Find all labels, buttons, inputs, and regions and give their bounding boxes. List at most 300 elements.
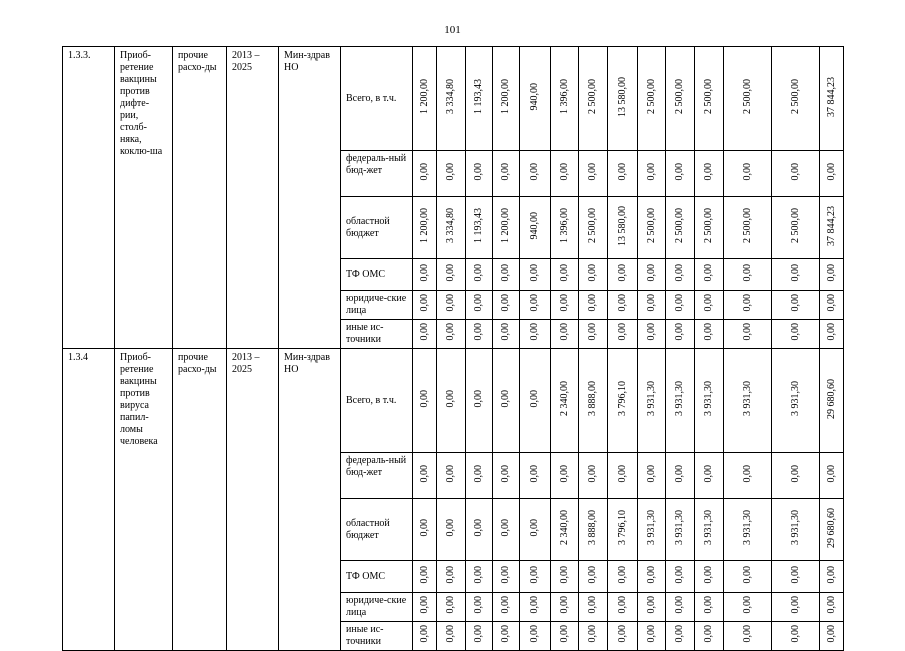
- item-name: Приоб-ретение вакцины против дифте-рии, столб-няка, коклю-ша: [115, 47, 173, 349]
- amount-cell: [413, 197, 437, 259]
- amount-value: 2 340,00: [558, 510, 570, 545]
- amount-value: 29 680,60: [825, 507, 837, 548]
- amount-cell: [695, 349, 724, 453]
- amount-value: 0,00: [418, 323, 430, 341]
- amount-value: 2 340,00: [558, 381, 570, 416]
- amount-cell: [820, 453, 844, 499]
- amount-value: 0,00: [445, 518, 456, 537]
- amount-cell: [579, 453, 608, 499]
- amount-cell: [638, 622, 666, 651]
- amount-value: 0,00: [418, 263, 430, 282]
- amount-value: 3 931,30: [703, 381, 714, 416]
- amount-cell: [820, 291, 844, 320]
- amount-value: 0,00: [445, 263, 456, 282]
- amount-value: 3 334,80: [445, 79, 456, 114]
- amount-cell: [413, 499, 437, 561]
- amount-value: 0,00: [587, 263, 598, 282]
- amount-cell: [638, 47, 666, 151]
- amount-cell: [579, 499, 608, 561]
- amount-cell: [493, 259, 520, 291]
- amount-value: 2 500,00: [645, 208, 657, 243]
- amount-cell: [772, 499, 820, 561]
- amount-value: 0,00: [789, 625, 801, 643]
- amount-cell: [579, 291, 608, 320]
- amount-cell: [638, 499, 666, 561]
- amount-cell: [772, 453, 820, 499]
- amount-value: 0,00: [741, 263, 753, 282]
- amount-cell: [724, 593, 772, 622]
- amount-value: 0,00: [587, 596, 598, 614]
- amount-value: 1 193,43: [473, 208, 484, 243]
- amount-value: 1 200,00: [418, 79, 430, 114]
- amount-value: 0,00: [558, 323, 570, 341]
- amount-cell: [820, 561, 844, 593]
- amount-cell: [437, 593, 466, 622]
- amount-value: 0,00: [741, 162, 753, 181]
- amount-value: 0,00: [473, 263, 484, 282]
- amount-cell: [608, 622, 638, 651]
- amount-cell: [666, 320, 695, 349]
- amount-cell: [437, 561, 466, 593]
- amount-cell: [666, 622, 695, 651]
- amount-cell: [666, 291, 695, 320]
- amount-cell: [772, 259, 820, 291]
- amount-cell: [520, 593, 551, 622]
- amount-value: 0,00: [500, 565, 511, 584]
- amount-value: 0,00: [645, 464, 657, 483]
- item-name: Приоб-ретение вакцины против вируса папил-ломы человека: [115, 349, 173, 651]
- amount-value: 0,00: [741, 625, 753, 643]
- amount-cell: [695, 593, 724, 622]
- funding-source-label: юридиче-ские лица: [341, 593, 413, 622]
- amount-value: 0,00: [674, 464, 685, 483]
- amount-value: 0,00: [789, 263, 801, 282]
- amount-cell: [493, 291, 520, 320]
- amount-cell: [772, 197, 820, 259]
- amount-cell: [466, 320, 493, 349]
- amount-value: 0,00: [473, 464, 484, 483]
- amount-cell: [413, 561, 437, 593]
- amount-value: 0,00: [789, 162, 801, 181]
- amount-cell: [493, 197, 520, 259]
- amount-value: 2 500,00: [674, 79, 685, 114]
- amount-cell: [437, 151, 466, 197]
- amount-cell: [466, 47, 493, 151]
- amount-value: 0,00: [418, 518, 430, 537]
- amount-value: 940,00: [529, 211, 540, 240]
- amount-cell: [772, 151, 820, 197]
- amount-value: 1 193,43: [473, 79, 484, 114]
- amount-cell: [666, 593, 695, 622]
- total-row: [63, 47, 844, 151]
- amount-value: 2 500,00: [789, 79, 801, 114]
- amount-cell: [551, 593, 579, 622]
- amount-cell: [493, 561, 520, 593]
- amount-value: 0,00: [645, 596, 657, 614]
- amount-value: 0,00: [473, 596, 484, 614]
- amount-value: 2 500,00: [741, 79, 753, 114]
- funding-source-label: Всего, в т.ч.: [341, 349, 413, 453]
- amount-cell: [638, 593, 666, 622]
- expense-type: прочие расхо-ды: [173, 47, 227, 349]
- amount-cell: [466, 453, 493, 499]
- amount-cell: [820, 349, 844, 453]
- amount-cell: [437, 259, 466, 291]
- funding-source-label: юридиче-ские лица: [341, 291, 413, 320]
- amount-value: 0,00: [789, 464, 801, 483]
- amount-cell: [520, 453, 551, 499]
- amount-value: 3 931,30: [645, 510, 657, 545]
- amount-cell: [466, 561, 493, 593]
- amount-value: 0,00: [529, 625, 540, 643]
- amount-value: 2 500,00: [587, 79, 598, 114]
- amount-value: 2 500,00: [703, 79, 714, 114]
- amount-cell: [695, 151, 724, 197]
- amount-cell: [466, 349, 493, 453]
- amount-cell: [437, 291, 466, 320]
- amount-value: 0,00: [500, 323, 511, 341]
- item-code: 1.3.4: [63, 349, 115, 651]
- amount-value: 0,00: [445, 294, 456, 312]
- amount-cell: [772, 320, 820, 349]
- amount-value: 0,00: [445, 162, 456, 181]
- amount-value: 1 396,00: [558, 208, 570, 243]
- amount-cell: [466, 197, 493, 259]
- amount-value: 3 888,00: [587, 510, 598, 545]
- amount-cell: [413, 151, 437, 197]
- period: 2013 – 2025: [227, 47, 279, 349]
- funding-source-label: областной бюджет: [341, 197, 413, 259]
- amount-cell: [820, 151, 844, 197]
- amount-value: 0,00: [418, 625, 430, 643]
- amount-value: 3 796,10: [616, 381, 628, 416]
- amount-value: 0,00: [674, 565, 685, 584]
- amount-cell: [579, 622, 608, 651]
- amount-cell: [608, 349, 638, 453]
- amount-cell: [820, 197, 844, 259]
- amount-cell: [520, 259, 551, 291]
- amount-value: 29 680,60: [825, 378, 837, 419]
- amount-cell: [638, 453, 666, 499]
- amount-cell: [520, 197, 551, 259]
- amount-value: 0,00: [418, 294, 430, 312]
- amount-cell: [493, 593, 520, 622]
- amount-cell: [551, 561, 579, 593]
- amount-value: 0,00: [500, 162, 511, 181]
- amount-value: 0,00: [645, 565, 657, 584]
- amount-value: 0,00: [418, 464, 430, 483]
- amount-cell: [579, 593, 608, 622]
- amount-value: 2 500,00: [587, 208, 598, 243]
- amount-cell: [724, 259, 772, 291]
- amount-cell: [724, 349, 772, 453]
- amount-cell: [608, 291, 638, 320]
- executor: Мин-здрав НО: [279, 349, 341, 651]
- amount-value: 2 500,00: [703, 208, 714, 243]
- amount-value: 0,00: [825, 323, 837, 341]
- amount-cell: [579, 349, 608, 453]
- amount-value: 1 200,00: [500, 208, 511, 243]
- expense-type: прочие расхо-ды: [173, 349, 227, 651]
- amount-value: 0,00: [473, 389, 484, 408]
- amount-value: 0,00: [616, 162, 628, 181]
- amount-value: 0,00: [703, 263, 714, 282]
- amount-cell: [413, 593, 437, 622]
- amount-value: 0,00: [445, 389, 456, 408]
- amount-value: 0,00: [418, 596, 430, 614]
- amount-value: 0,00: [473, 565, 484, 584]
- amount-cell: [437, 453, 466, 499]
- amount-value: 1 200,00: [500, 79, 511, 114]
- amount-value: 0,00: [789, 294, 801, 312]
- amount-value: 0,00: [741, 323, 753, 341]
- amount-value: 0,00: [587, 625, 598, 643]
- funding-source-label: ТФ ОМС: [341, 259, 413, 291]
- amount-cell: [413, 291, 437, 320]
- amount-cell: [437, 622, 466, 651]
- amount-value: 3 931,30: [645, 381, 657, 416]
- amount-cell: [608, 151, 638, 197]
- total-row: [63, 349, 844, 453]
- amount-cell: [772, 593, 820, 622]
- amount-value: 0,00: [825, 263, 837, 282]
- amount-cell: [608, 561, 638, 593]
- amount-value: 0,00: [587, 464, 598, 483]
- amount-cell: [579, 561, 608, 593]
- amount-value: 3 931,30: [674, 510, 685, 545]
- amount-value: 0,00: [587, 565, 598, 584]
- amount-cell: [608, 593, 638, 622]
- amount-cell: [724, 453, 772, 499]
- amount-cell: [608, 453, 638, 499]
- amount-cell: [551, 622, 579, 651]
- amount-value: 0,00: [741, 464, 753, 483]
- amount-cell: [666, 259, 695, 291]
- amount-value: 2 500,00: [741, 208, 753, 243]
- amount-cell: [724, 197, 772, 259]
- amount-value: 0,00: [558, 263, 570, 282]
- amount-value: 0,00: [558, 294, 570, 312]
- amount-value: 3 931,30: [789, 381, 801, 416]
- amount-cell: [413, 320, 437, 349]
- amount-value: 0,00: [703, 625, 714, 643]
- amount-value: 0,00: [558, 565, 570, 584]
- amount-value: 0,00: [645, 263, 657, 282]
- amount-value: 0,00: [616, 323, 628, 341]
- amount-cell: [666, 349, 695, 453]
- amount-value: 0,00: [645, 323, 657, 341]
- amount-value: 0,00: [616, 263, 628, 282]
- amount-cell: [466, 151, 493, 197]
- amount-value: 13 580,00: [616, 205, 628, 246]
- amount-cell: [638, 197, 666, 259]
- amount-cell: [772, 622, 820, 651]
- amount-value: 0,00: [558, 596, 570, 614]
- amount-cell: [820, 622, 844, 651]
- amount-value: 0,00: [674, 263, 685, 282]
- amount-value: 0,00: [418, 565, 430, 584]
- amount-cell: [413, 453, 437, 499]
- amount-cell: [724, 320, 772, 349]
- amount-cell: [695, 291, 724, 320]
- amount-cell: [724, 291, 772, 320]
- amount-value: 1 396,00: [558, 79, 570, 114]
- amount-cell: [520, 561, 551, 593]
- amount-cell: [666, 197, 695, 259]
- budget-table-body: [63, 47, 844, 651]
- amount-value: 0,00: [703, 565, 714, 584]
- amount-value: 0,00: [473, 518, 484, 537]
- amount-value: 0,00: [473, 323, 484, 341]
- amount-value: 0,00: [529, 323, 540, 341]
- amount-cell: [579, 151, 608, 197]
- amount-cell: [608, 499, 638, 561]
- amount-value: 0,00: [616, 565, 628, 584]
- amount-value: 0,00: [445, 625, 456, 643]
- amount-cell: [520, 622, 551, 651]
- amount-cell: [608, 320, 638, 349]
- amount-cell: [820, 259, 844, 291]
- funding-source-label: федераль-ный бюд-жет: [341, 453, 413, 499]
- amount-cell: [551, 349, 579, 453]
- amount-cell: [820, 320, 844, 349]
- amount-value: 0,00: [645, 162, 657, 181]
- amount-cell: [493, 320, 520, 349]
- amount-value: 0,00: [500, 625, 511, 643]
- amount-cell: [551, 291, 579, 320]
- amount-cell: [551, 151, 579, 197]
- amount-value: 2 500,00: [645, 79, 657, 114]
- amount-cell: [772, 349, 820, 453]
- budget-table: [62, 46, 844, 651]
- amount-cell: [666, 151, 695, 197]
- amount-value: 0,00: [587, 294, 598, 312]
- amount-value: 37 844,23: [825, 76, 837, 117]
- amount-cell: [466, 499, 493, 561]
- amount-value: 0,00: [825, 464, 837, 483]
- amount-value: 0,00: [703, 294, 714, 312]
- amount-value: 0,00: [674, 294, 685, 312]
- amount-cell: [437, 47, 466, 151]
- amount-cell: [493, 622, 520, 651]
- amount-value: 0,00: [674, 323, 685, 341]
- amount-value: 0,00: [616, 625, 628, 643]
- amount-cell: [520, 151, 551, 197]
- amount-cell: [695, 320, 724, 349]
- amount-value: 0,00: [529, 565, 540, 584]
- amount-cell: [413, 259, 437, 291]
- amount-cell: [695, 622, 724, 651]
- amount-value: 0,00: [529, 294, 540, 312]
- amount-cell: [466, 622, 493, 651]
- amount-cell: [437, 197, 466, 259]
- amount-value: 0,00: [445, 323, 456, 341]
- amount-value: 0,00: [529, 162, 540, 181]
- amount-value: 2 500,00: [789, 208, 801, 243]
- amount-value: 1 200,00: [418, 208, 430, 243]
- amount-value: 0,00: [445, 565, 456, 584]
- amount-cell: [772, 561, 820, 593]
- amount-value: 0,00: [789, 323, 801, 341]
- amount-value: 0,00: [741, 294, 753, 312]
- amount-value: 0,00: [500, 596, 511, 614]
- amount-cell: [520, 320, 551, 349]
- amount-value: 0,00: [825, 162, 837, 181]
- amount-cell: [608, 47, 638, 151]
- amount-value: 3 931,30: [789, 510, 801, 545]
- amount-cell: [695, 499, 724, 561]
- amount-value: 0,00: [703, 596, 714, 614]
- amount-cell: [772, 291, 820, 320]
- amount-value: 3 931,30: [703, 510, 714, 545]
- amount-value: 2 500,00: [674, 208, 685, 243]
- amount-value: 0,00: [825, 565, 837, 584]
- amount-value: 0,00: [825, 294, 837, 312]
- funding-source-label: иные ис-точники: [341, 622, 413, 651]
- amount-value: 0,00: [500, 389, 511, 408]
- amount-cell: [724, 622, 772, 651]
- amount-cell: [579, 47, 608, 151]
- amount-value: 0,00: [500, 294, 511, 312]
- amount-value: 0,00: [741, 596, 753, 614]
- amount-cell: [638, 259, 666, 291]
- amount-value: 0,00: [616, 596, 628, 614]
- amount-cell: [466, 291, 493, 320]
- amount-cell: [820, 593, 844, 622]
- amount-value: 0,00: [674, 162, 685, 181]
- amount-value: 0,00: [703, 323, 714, 341]
- amount-value: 37 844,23: [825, 205, 837, 246]
- amount-value: 0,00: [418, 162, 430, 181]
- amount-value: 0,00: [558, 625, 570, 643]
- amount-value: 3 796,10: [616, 510, 628, 545]
- amount-cell: [551, 320, 579, 349]
- amount-value: 3 888,00: [587, 381, 598, 416]
- amount-cell: [437, 499, 466, 561]
- amount-value: 0,00: [529, 464, 540, 483]
- amount-cell: [413, 622, 437, 651]
- amount-value: 0,00: [445, 596, 456, 614]
- amount-value: 3 931,30: [741, 381, 753, 416]
- amount-value: 0,00: [473, 294, 484, 312]
- amount-cell: [638, 349, 666, 453]
- amount-cell: [579, 197, 608, 259]
- amount-value: 0,00: [529, 263, 540, 282]
- amount-cell: [520, 349, 551, 453]
- amount-value: 0,00: [529, 596, 540, 614]
- page-number: 101: [444, 24, 461, 36]
- amount-cell: [666, 453, 695, 499]
- amount-value: 3 334,80: [445, 208, 456, 243]
- amount-cell: [493, 47, 520, 151]
- amount-cell: [493, 499, 520, 561]
- amount-cell: [520, 291, 551, 320]
- amount-cell: [666, 561, 695, 593]
- executor: Мин-здрав НО: [279, 47, 341, 349]
- amount-cell: [551, 259, 579, 291]
- funding-source-label: Всего, в т.ч.: [341, 47, 413, 151]
- amount-cell: [551, 47, 579, 151]
- amount-value: 0,00: [529, 389, 540, 408]
- amount-value: 0,00: [473, 625, 484, 643]
- amount-value: 0,00: [616, 464, 628, 483]
- amount-cell: [579, 259, 608, 291]
- amount-cell: [666, 499, 695, 561]
- amount-value: 3 931,30: [674, 381, 685, 416]
- amount-cell: [520, 47, 551, 151]
- amount-value: 0,00: [445, 464, 456, 483]
- amount-value: 0,00: [500, 464, 511, 483]
